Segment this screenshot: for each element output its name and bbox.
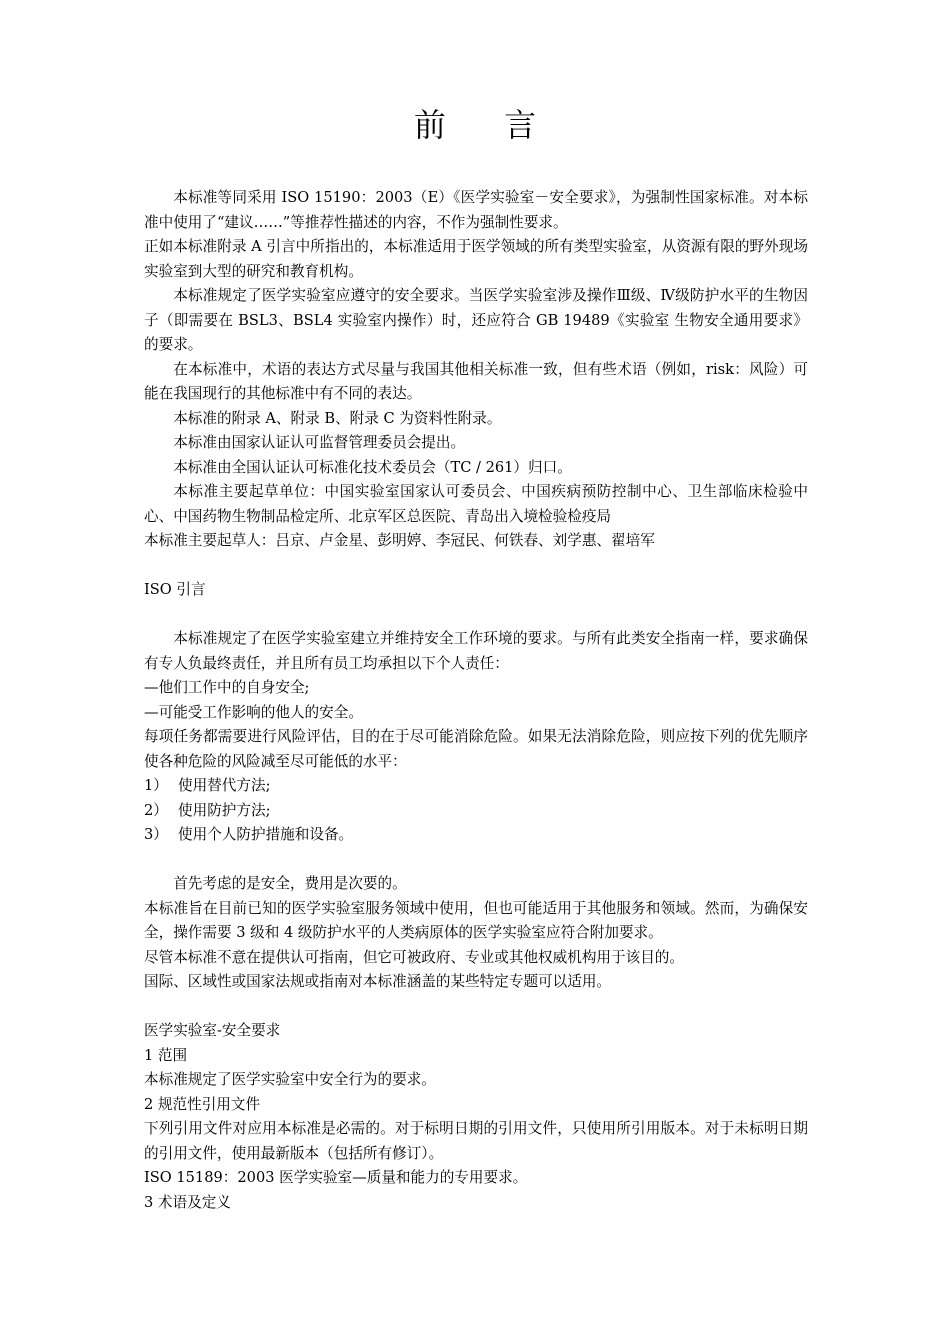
iso-intro-dash-item-2: —可能受工作影响的他人的安全。 bbox=[144, 703, 363, 721]
section-1-heading: 1 范围 bbox=[144, 1046, 188, 1064]
spacer bbox=[144, 995, 808, 1020]
iso-intro-paragraph-3: 首先考虑的是安全，费用是次要的。 bbox=[173, 875, 407, 892]
list-item-text: 使用防护方法; bbox=[178, 801, 271, 819]
foreword-paragraph-4: 在本标准中，术语的表达方式尽量与我国其他相关标准一致，但有些术语（例如，risk：风险）可能在我国现行的其他标准中有不同的表达。 bbox=[144, 360, 808, 402]
foreword-paragraph-5: 本标准的附录 A、附录 B、附录 C 为资料性附录。 bbox=[173, 409, 502, 427]
list-item-text: 使用个人防护措施和设备。 bbox=[178, 826, 354, 843]
iso-intro-paragraph-5: 尽管本标准不意在提供认可指南，但它可被政府、专业或其他权威机构用于该目的。 bbox=[144, 948, 684, 966]
section-2-text: 下列引用文件对应用本标准是必需的。对于标明日期的引用文件，只使用所引用版本。对于未标明日期的引用文件，使用最新版本（包括所有修订）。 bbox=[144, 1120, 808, 1162]
foreword-paragraph-7: 本标准由全国认证认可标准化技术委员会（TC / 261）归口。 bbox=[173, 458, 572, 476]
section-3-heading: 3 术语及定义 bbox=[144, 1193, 231, 1211]
list-item-number: 3） bbox=[144, 826, 168, 843]
spacer bbox=[144, 554, 808, 579]
document-title: 医学实验室-安全要求 bbox=[144, 1022, 281, 1039]
spacer bbox=[144, 848, 808, 873]
spacer bbox=[144, 603, 808, 628]
list-item bbox=[144, 799, 808, 824]
section-1-text: 本标准规定了医学实验室中安全行为的要求。 bbox=[144, 1071, 436, 1088]
foreword-paragraph-3: 本标准规定了医学实验室应遵守的安全要求。当医学实验室涉及操作Ⅲ级、Ⅳ级防护水平的生物因子（即需要在 BSL3、BSL4 实验室内操作）时，还应符合 GB 19489《实验室 生物安全通用要求》的要求。 bbox=[144, 287, 808, 353]
page-title: 前 言 bbox=[413, 106, 561, 144]
foreword-paragraph-1: 本标准等同采用 ISO 15190：2003（E）《医学实验室－安全要求》，为强制性国家标准。对本标准中使用了“建议……”等推荐性描述的内容，不作为强制性要求。 bbox=[144, 189, 808, 231]
document-body bbox=[144, 186, 808, 1215]
list-item bbox=[144, 823, 808, 848]
list-item-number: 2） bbox=[144, 801, 168, 819]
section-2-reference: ISO 15189：2003 医学实验室—质量和能力的专用要求。 bbox=[144, 1169, 528, 1186]
foreword-paragraph-8: 本标准主要起草单位：中国实验室国家认可委员会、中国疾病预防控制中心、卫生部临床检验中心、中国药物生物制品检定所、北京军区总医院、青岛出入境检验检疫局 bbox=[144, 483, 808, 525]
iso-intro-heading: ISO 引言 bbox=[144, 581, 206, 598]
iso-intro-paragraph-1: 本标准规定了在医学实验室建立并维持安全工作环境的要求。与所有此类安全指南一样，要求确保有专人负最终责任，并且所有员工均承担以下个人责任： bbox=[144, 630, 808, 672]
list-item-number: 1） bbox=[144, 777, 168, 794]
list-item bbox=[144, 774, 808, 799]
iso-intro-dash-item-1: —他们工作中的自身安全; bbox=[144, 679, 310, 696]
foreword-paragraph-9: 本标准主要起草人：吕京、卢金星、彭明婷、李冠民、何铁春、刘学惠、翟培军 bbox=[144, 532, 655, 549]
iso-intro-paragraph-6: 国际、区域性或国家法规或指南对本标准涵盖的某些特定专题可以适用。 bbox=[144, 973, 612, 990]
iso-intro-paragraph-2: 每项任务都需要进行风险评估，目的在于尽可能消除危险。如果无法消除危险，则应按下列的优先顺序使各种危险的风险减至尽可能低的水平： bbox=[144, 728, 808, 770]
list-item-text: 使用替代方法; bbox=[178, 777, 271, 794]
section-2-heading: 2 规范性引用文件 bbox=[144, 1095, 261, 1113]
foreword-paragraph-2: 正如本标准附录 A 引言中所指出的，本标准适用于医学领域的所有类型实验室，从资源有限的野外现场实验室到大型的研究和教育机构。 bbox=[144, 238, 808, 280]
iso-intro-paragraph-4: 本标准旨在目前已知的医学实验室服务领域中使用，但也可能适用于其他服务和领域。然而，为确保安全，操作需要 3 级和 4 级防护水平的人类病原体的医学实验室应符合附加要求。 bbox=[144, 899, 808, 941]
foreword-paragraph-6: 本标准由国家认证认可监督管理委员会提出。 bbox=[173, 434, 466, 451]
